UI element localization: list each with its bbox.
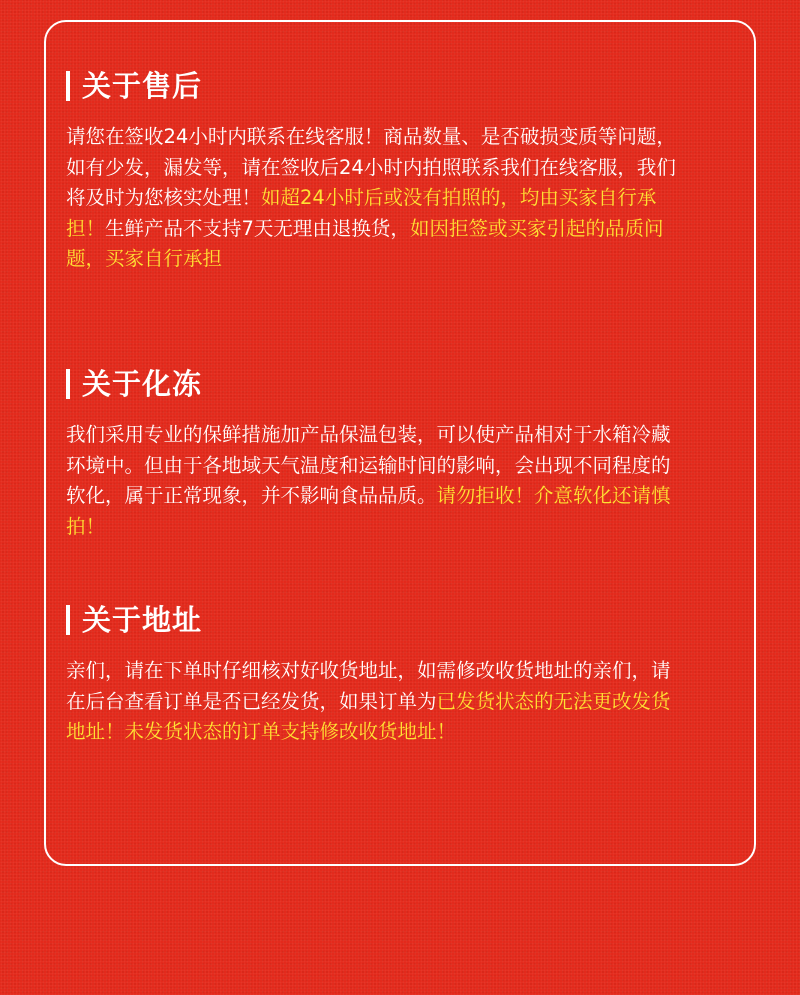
section-title: 关于售后: [82, 69, 203, 103]
body-text-normal: 生鲜产品不支持7天无理由退换货，: [105, 216, 410, 240]
section-heading: [66, 66, 686, 106]
section-heading: [66, 364, 686, 404]
section-after-sales: [66, 66, 686, 275]
body-text-highlight: 如超24小时后或没有拍照的，均由买家自行承担！: [66, 186, 657, 240]
section-body: [66, 420, 686, 542]
section-title: 关于地址: [82, 603, 203, 637]
section-address: [66, 600, 686, 748]
body-text-normal: 亲们，请在下单时仔细核对好收货地址，如需修改收货地址的亲们，请在后台查看订单是否已经发货，如果订单为: [66, 659, 671, 713]
body-text-highlight: 已发货状态的无法更改发货地址！未发货状态的订单支持修改收货地址！: [66, 689, 671, 743]
body-text-highlight: 请勿拒收！介意软化还请慎拍！: [66, 484, 671, 538]
section-body: [66, 656, 686, 748]
section-body: [66, 122, 686, 275]
body-text-highlight: 如因拒签或买家引起的品质问题，买家自行承担: [66, 216, 664, 270]
body-text-normal: 我们采用专业的保鲜措施加产品保温包装，可以使产品相对于水箱冷藏环境中。但由于各地域天气温度和运输时间的影响，会出现不同程度的软化，属于正常现象，并不影响食品品质。: [66, 423, 671, 507]
body-text-normal: 请您在签收24小时内联系在线客服！商品数量、是否破损变质等问题，如有少发，漏发等，请在签收后24小时内拍照联系我们在线客服，我们将及时为您核实处理！: [66, 125, 676, 209]
section-title: 关于化冻: [82, 367, 203, 401]
heading-bar: [66, 71, 70, 101]
section-thawing: [66, 364, 686, 542]
section-heading: [66, 600, 686, 640]
heading-bar: [66, 369, 70, 399]
heading-bar: [66, 605, 70, 635]
